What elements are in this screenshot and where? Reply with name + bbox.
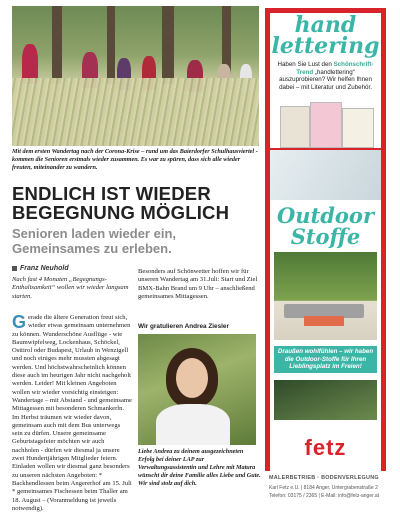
author-line (12, 265, 132, 272)
author-name: Franz Neuhold (20, 265, 69, 272)
article-body-text: erade die ältere Generation freut sich, wieder etwas gemeinsam unternehmen zu können. Wunderschöne Ausflüge - wie Baumwipfelweg, Lockenhaus, Schöckel, Osttirol oder Budapest, Urlaub in Wenzigell und noch einiges mehr mussten abgesagt werden. Und höchstwahrscheinlich können diese auch im heurigen Jahr nicht nachgeholt werden. Leider! Mit kleinen Angeboten wollen wir wieder vorsichtig einsteigen: Wandertage – mit Abstand - und gemeinsame Mittagessen mit besonderen Schmankerln. Im Herbst träumen wir wieder davon, gemeinsam auch mit dem Bus unterwegs sein zu dürfen. Unsere gemeinsame Geburtstagsfeier möchten wir auch nachholen - dürfen wir diesmal ja unsere zwei Hundertjährigen Mitglieder feiern. Einladen wollen wir diesmal ganz besonders zu unseren nächsten Angeboten: * Backhendlessen beim Angererhof am 15. Juli * gemeinsames Fischessen beim Thaller am 18. August – (Voranmeldung ist jeweils notwendig). (12, 314, 132, 512)
outdoor-seating-image (274, 380, 377, 420)
square-bullet-icon (12, 266, 17, 271)
ad-headline-outdoor: Outdoor Stoffe (276, 203, 375, 249)
fetz-logo: fetz (295, 436, 357, 460)
drop-cap: G (12, 312, 27, 332)
ad-headline-handlettering: hand lettering (271, 12, 380, 59)
fetz-logo-block (265, 436, 386, 460)
books-image (276, 103, 375, 148)
hero-photo (12, 6, 259, 146)
article-headline: ENDLICH IST WIEDER BEGEGNUNG MÖGLICH (12, 183, 230, 223)
ad-footer-contact: Telefon: 03175 / 2365 | E-Mail: info@fetz-anger.at (269, 493, 380, 499)
ad-text-highlight: Schönschrift-Trend (296, 61, 374, 76)
ad-text-part: „handlettering“ auszuprobieren? Wir helfen Ihnen dabei – mit Literatur und Zubehör. (279, 68, 372, 91)
ad-handlettering-panel (270, 13, 381, 148)
article-subhead: Senioren laden wieder ein, Gemeinsames zu erleben. (12, 226, 176, 256)
ad-footer (265, 471, 386, 511)
portrait-photo (138, 334, 256, 445)
congratulation-heading: Wir gratulieren Andrea Ziesler (138, 323, 229, 330)
fabric-image (270, 150, 381, 200)
ad-footer-address: Karl Fetz e.U. | 8184 Anger, Untergrabenstraße 2 (269, 485, 378, 491)
ad-handlettering-text (274, 61, 377, 91)
ad-banner: Draußen wohlfühlen – wir haben die Outdoor-Stoffe für Ihren Lieblingsplatz im Freien! (274, 346, 377, 373)
photo-caption: Mit dem ersten Wandertag nach der Corona-Krise – rund um das Baierdorfer Schulhausviertel - kommen die Senioren erstmals wieder zusammen. Es war zu spüren, dass sich alle wieder freuten, miteinander zu wandern. (12, 148, 258, 172)
article-column-2: Besonders auf Schönwetter hoffen wir für unseren Wandertag am 31.Juli: Start und Ziel BMX-Bahn Brand um 9 Uhr – anschließend gemeinsames Mittagessen. (138, 268, 258, 300)
garden-image (274, 252, 377, 340)
article-body (12, 314, 132, 513)
advertisement (265, 8, 386, 508)
article-intro: Nach fast 4 Monaten „Begegnungs-Enthaltsamkeit“ wollen wir wieder langsam starten. (12, 276, 129, 300)
ad-text-part: Haben Sie Lust den (277, 61, 334, 68)
ad-footer-tagline: MALERBETRIEB · BODENVERLEGUNG (269, 475, 379, 481)
portrait-caption: Liebe Andrea zu deinem ausgezeichneten Erfolg bei deiner LAP zur Verwaltungsassistentin und Lehre mit Matura wünscht dir deine Familie alles Liebe und Gute. Wir sind stolz auf dich. (138, 448, 261, 487)
